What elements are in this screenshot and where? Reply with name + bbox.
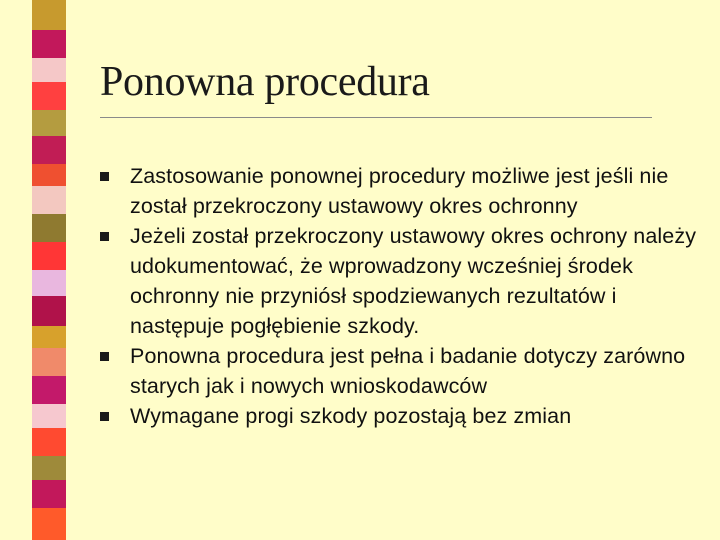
stripe-segment [32, 58, 66, 82]
square-bullet-icon [100, 352, 109, 361]
bullet-text: Jeżeli został przekroczony ustawowy okres ochrony należy udokumentować, że wprowadzony wcześniej środek ochronny nie przyniósł spodziewanych rezultatów i następuje pogłębienie szkody. [130, 224, 697, 338]
stripe-segment [32, 508, 66, 540]
stripe-segment [32, 214, 66, 242]
stripe-segment [32, 110, 66, 136]
stripe-segment [32, 30, 66, 58]
bullet-list [100, 161, 700, 431]
slide-title: Ponowna procedura [100, 59, 430, 105]
stripe-segment [32, 348, 66, 376]
bullet-text: Ponowna procedura jest pełna i badanie dotyczy zarówno starych jak i nowych wnioskodawców [130, 344, 686, 398]
bullet-text: Zastosowanie ponownej procedury możliwe jest jeśli nie został przekroczony ustawowy okres ochronny [130, 164, 669, 218]
stripe-segment [32, 0, 66, 30]
stripe-segment [32, 456, 66, 480]
square-bullet-icon [100, 412, 109, 421]
stripe-segment [32, 242, 66, 270]
square-bullet-icon [100, 172, 109, 181]
stripe-segment [32, 376, 66, 404]
stripe-segment [32, 404, 66, 428]
bullet-item [100, 401, 700, 431]
stripe-segment [32, 164, 66, 186]
bullet-item [100, 161, 700, 221]
stripe-segment [32, 270, 66, 296]
stripe-segment [32, 428, 66, 456]
stripe-segment [32, 82, 66, 110]
stripe-segment [32, 136, 66, 164]
bullet-text: Wymagane progi szkody pozostają bez zmian [130, 404, 572, 428]
title-underline [100, 117, 652, 118]
decorative-stripe [32, 0, 66, 540]
bullet-item [100, 341, 700, 401]
square-bullet-icon [100, 232, 109, 241]
stripe-segment [32, 480, 66, 508]
stripe-segment [32, 326, 66, 348]
bullet-item [100, 221, 700, 341]
stripe-segment [32, 296, 66, 326]
stripe-segment [32, 186, 66, 214]
